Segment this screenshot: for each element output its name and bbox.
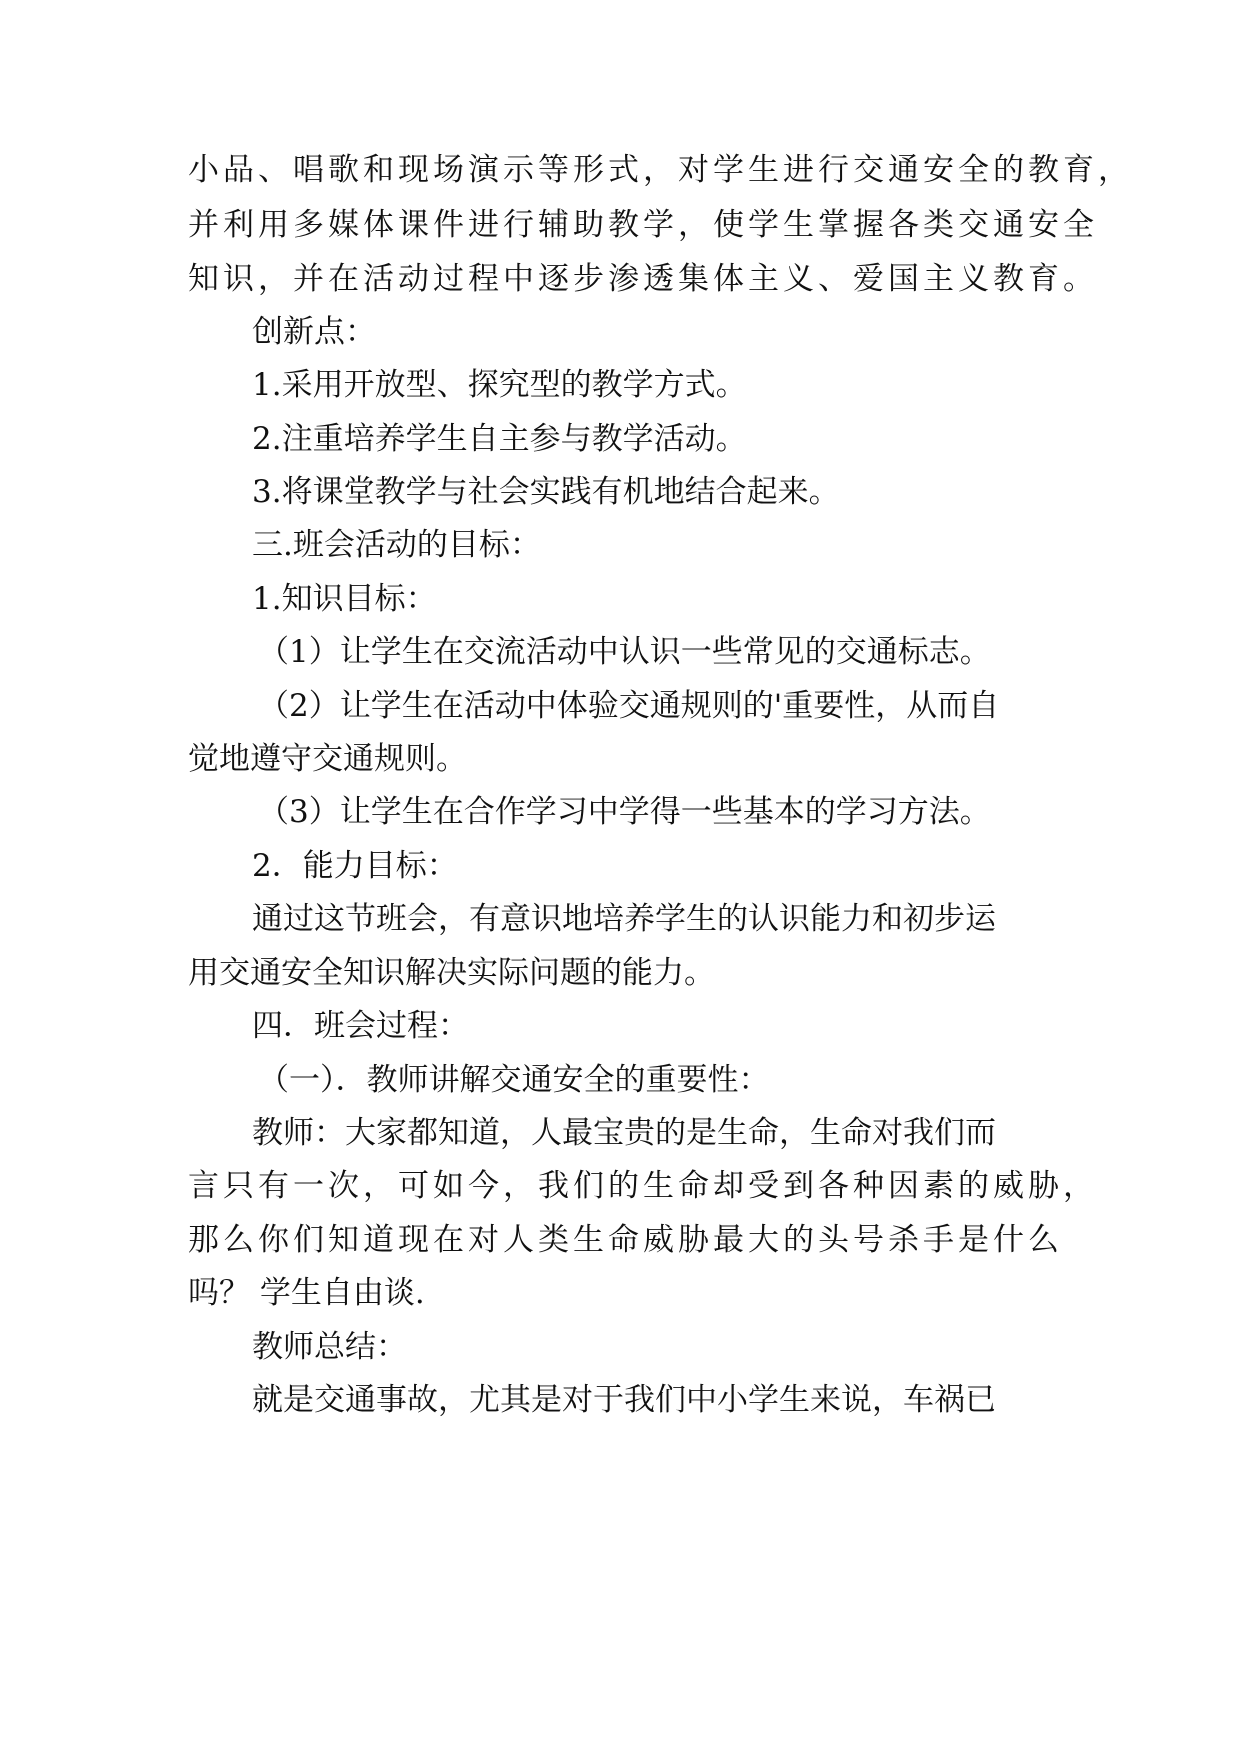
section-heading: 四．班会过程：	[252, 1008, 469, 1044]
list-item: （1）让学生在交流活动中认识一些常见的交通标志。	[258, 634, 991, 670]
subsection-heading: （一）．教师讲解交通安全的重要性：	[258, 1062, 770, 1098]
paragraph-line: 觉地遵守交通规则。	[188, 741, 467, 777]
paragraph-line: 言只有一次，可如今，我们的生命却受到各种因素的威胁，	[188, 1168, 1098, 1204]
list-item: （3）让学生在合作学习中学得一些基本的学习方法。	[258, 794, 991, 830]
section-heading: 创新点：	[252, 314, 376, 350]
paragraph-line: 就是交通事故，尤其是对于我们中小学生来说，车祸已	[252, 1382, 996, 1418]
paragraph-line: 用交通安全知识解决实际问题的能力。	[188, 955, 715, 991]
paragraph-line: 通过这节班会，有意识地培养学生的认识能力和初步运	[252, 901, 996, 937]
subsection-heading: 2．能力目标：	[252, 848, 458, 884]
paragraph-line: 小品、唱歌和现场演示等形式，对学生进行交通安全的教育，	[188, 152, 1133, 188]
paragraph-line: 教师：大家都知道，人最宝贵的是生命，生命对我们而	[252, 1115, 996, 1151]
paragraph-line: 并利用多媒体课件进行辅助教学，使学生掌握各类交通安全	[188, 207, 1098, 243]
paragraph-line: 知识，并在活动过程中逐步渗透集体主义、爱国主义教育。	[188, 261, 1098, 297]
paragraph-line: 那么你们知道现在对人类生命威胁最大的头号杀手是什么	[188, 1222, 1063, 1258]
list-item: 1.采用开放型、探究型的教学方式。	[252, 367, 747, 403]
list-item: 2.注重培养学生自主参与教学活动。	[252, 421, 747, 457]
list-item: 3.将课堂教学与社会实践有机地结合起来。	[252, 474, 840, 510]
section-heading: 三.班会活动的目标：	[252, 527, 541, 563]
subsection-heading: 1.知识目标：	[252, 581, 437, 617]
paragraph-line: 教师总结：	[252, 1329, 407, 1365]
paragraph-line: 吗？ 学生自由谈.	[188, 1275, 425, 1311]
list-item: （2）让学生在活动中体验交通规则的'重要性，从而自	[258, 688, 1000, 724]
